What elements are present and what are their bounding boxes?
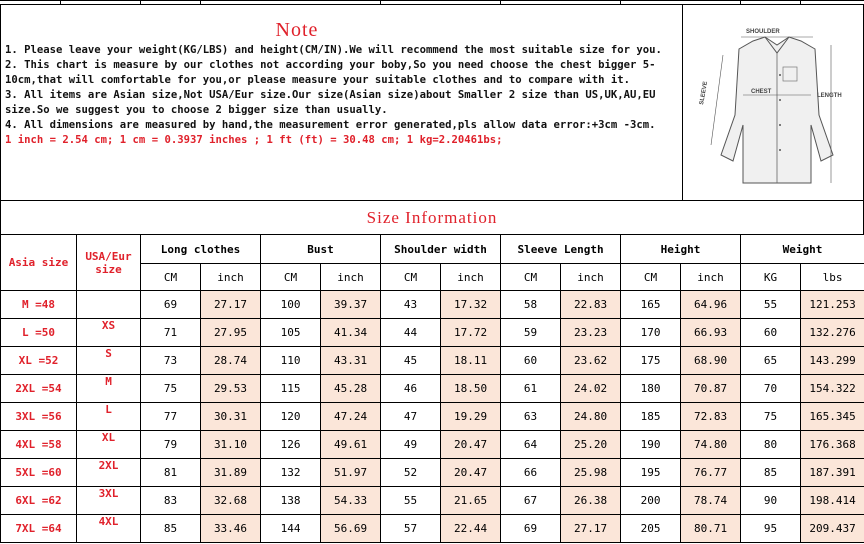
table-cell: 32.68 — [201, 487, 261, 515]
table-cell: 45 — [381, 347, 441, 375]
note-body — [5, 43, 677, 148]
table-cell: 46 — [381, 375, 441, 403]
table-cell: 126 — [261, 431, 321, 459]
usa-size-cell — [77, 291, 141, 319]
note-title: Note — [275, 19, 319, 41]
table-cell: 80 — [741, 431, 801, 459]
table-cell: 138 — [261, 487, 321, 515]
table-cell: 110 — [261, 347, 321, 375]
usa-size-cell: XL — [77, 431, 141, 459]
asia-size-cell: 4XL =58 — [1, 431, 77, 459]
table-cell: 22.44 — [441, 515, 501, 543]
size-table — [0, 234, 864, 543]
note-section — [0, 4, 682, 200]
table-cell: 60 — [501, 347, 561, 375]
asia-size-cell: XL =52 — [1, 347, 77, 375]
table-row — [1, 375, 864, 403]
asia-size-cell: M =48 — [1, 291, 77, 319]
note-line-2: 2. This chart is measure by our clothes not according your boby,So you need choose the chest bigger 5-10cm,that will comfortable for you,or please measure your suitable clothes and to compare with it. — [5, 59, 656, 86]
table-cell: 17.72 — [441, 319, 501, 347]
usa-size-cell: XS — [77, 319, 141, 347]
asia-size-cell: 2XL =54 — [1, 375, 77, 403]
table-cell: 31.10 — [201, 431, 261, 459]
header-usa-size: USA/Eur size — [77, 235, 141, 291]
table-cell: 55 — [741, 291, 801, 319]
table-row — [1, 347, 864, 375]
asia-size-cell: 3XL =56 — [1, 403, 77, 431]
table-row — [1, 515, 864, 543]
table-cell: 205 — [621, 515, 681, 543]
header-sleeve: Sleeve Length — [501, 235, 621, 264]
table-cell: 33.46 — [201, 515, 261, 543]
diagram-chest-label: CHEST — [751, 89, 772, 95]
table-cell: 80.71 — [681, 515, 741, 543]
table-cell: 59 — [501, 319, 561, 347]
unit-cell: inch — [561, 264, 621, 291]
header-asia-size: Asia size — [1, 235, 77, 291]
usa-size-cell: M — [77, 375, 141, 403]
table-cell: 70 — [741, 375, 801, 403]
header-shoulder: Shoulder width — [381, 235, 501, 264]
header-long-clothes: Long clothes — [141, 235, 261, 264]
unit-cell: inch — [321, 264, 381, 291]
table-cell: 20.47 — [441, 459, 501, 487]
table-cell: 29.53 — [201, 375, 261, 403]
table-cell: 170 — [621, 319, 681, 347]
table-cell: 75 — [141, 375, 201, 403]
table-cell: 18.11 — [441, 347, 501, 375]
table-cell: 90 — [741, 487, 801, 515]
table-cell: 67 — [501, 487, 561, 515]
table-row — [1, 459, 864, 487]
table-cell: 24.02 — [561, 375, 621, 403]
shirt-diagram-icon — [683, 5, 864, 201]
table-row — [1, 403, 864, 431]
table-cell: 187.391 — [801, 459, 864, 487]
table-cell: 27.17 — [201, 291, 261, 319]
table-cell: 81 — [141, 459, 201, 487]
table-cell: 85 — [141, 515, 201, 543]
table-row — [1, 431, 864, 459]
table-cell: 47 — [381, 403, 441, 431]
table-cell: 26.38 — [561, 487, 621, 515]
table-cell: 43 — [381, 291, 441, 319]
table-cell: 27.17 — [561, 515, 621, 543]
usa-size-cell: 3XL — [77, 487, 141, 515]
table-cell: 95 — [741, 515, 801, 543]
table-cell: 66 — [501, 459, 561, 487]
table-cell: 209.437 — [801, 515, 864, 543]
table-cell: 198.414 — [801, 487, 864, 515]
unit-cell: CM — [141, 264, 201, 291]
usa-size-cell: L — [77, 403, 141, 431]
table-cell: 49 — [381, 431, 441, 459]
asia-size-cell: L =50 — [1, 319, 77, 347]
note-line-1: 1. Please leave your weight(KG/LBS) and height(CM/IN).We will recommend the most suitable size for you. — [5, 44, 662, 56]
table-cell: 18.50 — [441, 375, 501, 403]
unit-cell: inch — [681, 264, 741, 291]
table-cell: 39.37 — [321, 291, 381, 319]
table-cell: 66.93 — [681, 319, 741, 347]
table-cell: 180 — [621, 375, 681, 403]
table-cell: 69 — [141, 291, 201, 319]
table-cell: 22.83 — [561, 291, 621, 319]
table-cell: 79 — [141, 431, 201, 459]
table-cell: 121.253 — [801, 291, 864, 319]
table-cell: 30.31 — [201, 403, 261, 431]
table-cell: 165 — [621, 291, 681, 319]
table-cell: 72.83 — [681, 403, 741, 431]
table-cell: 200 — [621, 487, 681, 515]
table-cell: 25.98 — [561, 459, 621, 487]
asia-size-cell: 6XL =62 — [1, 487, 77, 515]
diagram-shoulder-label: SHOULDER — [746, 29, 780, 35]
table-cell: 41.34 — [321, 319, 381, 347]
table-cell: 120 — [261, 403, 321, 431]
table-cell: 27.95 — [201, 319, 261, 347]
usa-size-cell: 4XL — [77, 515, 141, 543]
table-cell: 64.96 — [681, 291, 741, 319]
table-cell: 105 — [261, 319, 321, 347]
table-cell: 69 — [501, 515, 561, 543]
diagram-length-label: LENGTH — [817, 93, 842, 99]
usa-size-cell: S — [77, 347, 141, 375]
table-cell: 143.299 — [801, 347, 864, 375]
table-cell: 71 — [141, 319, 201, 347]
note-line-3: 3. All items are Asian size,Not USA/Eur size.Our size(Asian size)about Smaller 2 size than US,UK,AU,EU size.So we suggest you to choose 2 bigger size than usually. — [5, 89, 656, 116]
table-cell: 68.90 — [681, 347, 741, 375]
table-cell: 83 — [141, 487, 201, 515]
table-cell: 154.322 — [801, 375, 864, 403]
table-row — [1, 487, 864, 515]
table-cell: 64 — [501, 431, 561, 459]
table-cell: 21.65 — [441, 487, 501, 515]
diagram-sleeve-label: SLEEVE — [699, 80, 710, 106]
unit-cell: CM — [261, 264, 321, 291]
unit-cell: CM — [621, 264, 681, 291]
table-cell: 56.69 — [321, 515, 381, 543]
table-cell: 85 — [741, 459, 801, 487]
table-cell: 58 — [501, 291, 561, 319]
table-cell: 78.74 — [681, 487, 741, 515]
table-cell: 185 — [621, 403, 681, 431]
table-cell: 73 — [141, 347, 201, 375]
table-cell: 20.47 — [441, 431, 501, 459]
table-cell: 31.89 — [201, 459, 261, 487]
table-cell: 74.80 — [681, 431, 741, 459]
table-header-row — [1, 235, 864, 264]
asia-size-cell: 7XL =64 — [1, 515, 77, 543]
table-cell: 51.97 — [321, 459, 381, 487]
table-cell: 100 — [261, 291, 321, 319]
size-info-title: Size Information — [0, 200, 864, 234]
table-cell: 44 — [381, 319, 441, 347]
table-cell: 175 — [621, 347, 681, 375]
table-cell: 17.32 — [441, 291, 501, 319]
table-cell: 132 — [261, 459, 321, 487]
table-cell: 28.74 — [201, 347, 261, 375]
table-cell: 76.77 — [681, 459, 741, 487]
table-cell: 60 — [741, 319, 801, 347]
table-cell: 61 — [501, 375, 561, 403]
table-cell: 47.24 — [321, 403, 381, 431]
table-row — [1, 319, 864, 347]
asia-size-cell: 5XL =60 — [1, 459, 77, 487]
table-cell: 49.61 — [321, 431, 381, 459]
header-height: Height — [621, 235, 741, 264]
header-bust: Bust — [261, 235, 381, 264]
header-weight: Weight — [741, 235, 864, 264]
usa-size-cell: 2XL — [77, 459, 141, 487]
table-cell: 63 — [501, 403, 561, 431]
table-cell: 52 — [381, 459, 441, 487]
table-cell: 70.87 — [681, 375, 741, 403]
unit-cell: KG — [741, 264, 801, 291]
table-cell: 75 — [741, 403, 801, 431]
unit-cell: inch — [441, 264, 501, 291]
table-cell: 45.28 — [321, 375, 381, 403]
table-cell: 24.80 — [561, 403, 621, 431]
shirt-diagram — [682, 4, 864, 200]
table-row — [1, 291, 864, 319]
table-cell: 190 — [621, 431, 681, 459]
table-cell: 19.29 — [441, 403, 501, 431]
table-cell: 144 — [261, 515, 321, 543]
table-cell: 55 — [381, 487, 441, 515]
table-cell: 23.23 — [561, 319, 621, 347]
unit-cell: inch — [201, 264, 261, 291]
table-cell: 77 — [141, 403, 201, 431]
unit-cell: lbs — [801, 264, 864, 291]
table-cell: 165.345 — [801, 403, 864, 431]
table-cell: 195 — [621, 459, 681, 487]
table-cell: 25.20 — [561, 431, 621, 459]
table-cell: 43.31 — [321, 347, 381, 375]
table-cell: 65 — [741, 347, 801, 375]
table-cell: 176.368 — [801, 431, 864, 459]
unit-cell: CM — [381, 264, 441, 291]
table-cell: 57 — [381, 515, 441, 543]
table-cell: 132.276 — [801, 319, 864, 347]
unit-cell: CM — [501, 264, 561, 291]
table-cell: 23.62 — [561, 347, 621, 375]
note-line-4: 4. All dimensions are measured by hand,the measurement error generated,pls allow data error:+3cm -3cm. — [5, 119, 656, 131]
table-cell: 115 — [261, 375, 321, 403]
table-cell: 54.33 — [321, 487, 381, 515]
unit-conversion: 1 inch = 2.54 cm; 1 cm = 0.3937 inches ; 1 ft (ft) = 30.48 cm; 1 kg=2.20461bs; — [5, 134, 503, 146]
size-rows — [1, 291, 864, 543]
